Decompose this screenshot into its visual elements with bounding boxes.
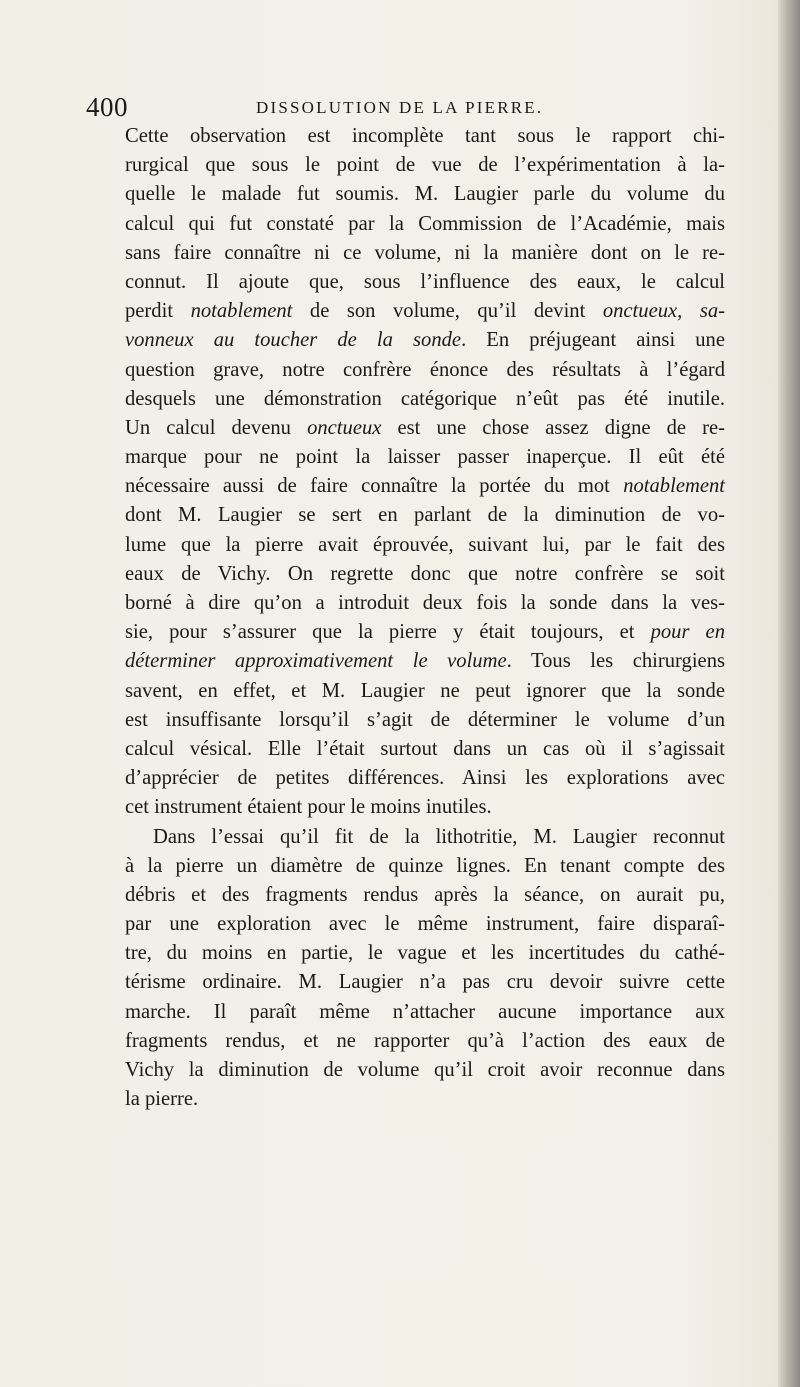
text-line: est insuffisante lorsqu’il s’agit de déterminer le volume d’un [125, 708, 725, 731]
text-line: question grave, notre confrère énonce des résultats à l’égard [125, 358, 725, 381]
text-line: perdit notablement de son volume, qu’il devint onctueux, sa- [125, 300, 725, 323]
text-line: Cette observation est incomplète tant sous le rapport chi- [125, 125, 725, 147]
text-line: d’apprécier de petites différences. Ainsi les explorations avec [125, 767, 725, 790]
text-line: vonneux au toucher de la sonde. En préjugeant ainsi une [125, 329, 725, 352]
text-line: la pierre. [125, 1088, 199, 1111]
text-line: térisme ordinaire. M. Laugier n’a pas cru devoir suivre cette [125, 971, 725, 994]
page-edge-shadow [778, 0, 800, 1387]
italic-phrase: onctueux [307, 416, 382, 439]
text-line: lume que la pierre avait éprouvée, suivant lui, par le fait des [125, 533, 725, 556]
italic-phrase: onctueux, sa- [602, 300, 725, 323]
italic-phrase: pour en [650, 621, 725, 644]
text-line: cet instrument étaient pour le moins inutiles. [125, 796, 492, 819]
text-line: sans faire connaître ni ce volume, ni la manière dont on le re- [125, 241, 725, 264]
text-line: déterminer approximativement le volume. Tous les chirurgiens [125, 650, 725, 673]
text-line: marque pour ne point la laisser passer inaperçue. Il eût été [125, 446, 725, 469]
text-line: borné à dire qu’on a introduit deux fois la sonde dans la ves- [125, 592, 725, 614]
text-line: rurgical que sous le point de vue de l’expérimentation à la- [125, 154, 725, 177]
text-line: Un calcul devenu onctueux est une chose assez digne de re- [125, 416, 725, 439]
italic-phrase: déterminer approximativement le volume [125, 650, 507, 673]
text-line: Dans l’essai qu’il fit de la lithotritie, M. Laugier reconnut [153, 825, 725, 848]
text-line: quelle le malade fut soumis. M. Laugier parle du volume du [125, 183, 725, 206]
text-line: calcul qui fut constaté par la Commission de l’Académie, mais [125, 212, 725, 235]
text-line: fragments rendus, et ne rapporter qu’à l’action des eaux de [125, 1029, 725, 1052]
text-line: savent, en effet, et M. Laugier ne peut ignorer que la sonde [125, 679, 725, 702]
text-line: à la pierre un diamètre de quinze lignes. En tenant compte des [125, 854, 725, 877]
italic-phrase: notablement [623, 475, 725, 498]
text-line: tre, du moins en partie, le vague et les incertitudes du cathé- [125, 942, 725, 965]
page-number: 400 [86, 92, 128, 122]
text-line: marche. Il paraît même n’attacher aucune importance aux [125, 1000, 725, 1023]
body-text [125, 122, 725, 1114]
italic-phrase: vonneux au toucher de la sonde [125, 329, 462, 352]
text-line: eaux de Vichy. On regrette donc que notre confrère se soit [125, 562, 725, 585]
running-title: DISSOLUTION DE LA PIERRE. [256, 98, 544, 117]
text-line: sie, pour s’assurer que la pierre y était toujours, et pour en [125, 621, 725, 644]
text-line: Vichy la diminution de volume qu’il croit avoir reconnue dans [125, 1059, 725, 1081]
text-line: connut. Il ajoute que, sous l’influence des eaux, le calcul [125, 270, 725, 293]
text-line: calcul vésical. Elle l’était surtout dans un cas où il s’agissait [125, 737, 725, 760]
running-head [86, 92, 726, 122]
text-line: desquels une démonstration catégorique n’eût pas été inutile. [125, 387, 725, 410]
italic-phrase: notablement [190, 300, 293, 323]
text-line: par une exploration avec le même instrument, faire disparaî- [125, 913, 725, 936]
text-line: débris et des fragments rendus après la séance, on aurait pu, [125, 883, 725, 906]
text-line: nécessaire aussi de faire connaître la portée du mot notablement [125, 475, 725, 498]
text-line: dont M. Laugier se sert en parlant de la diminution de vo- [125, 504, 725, 527]
